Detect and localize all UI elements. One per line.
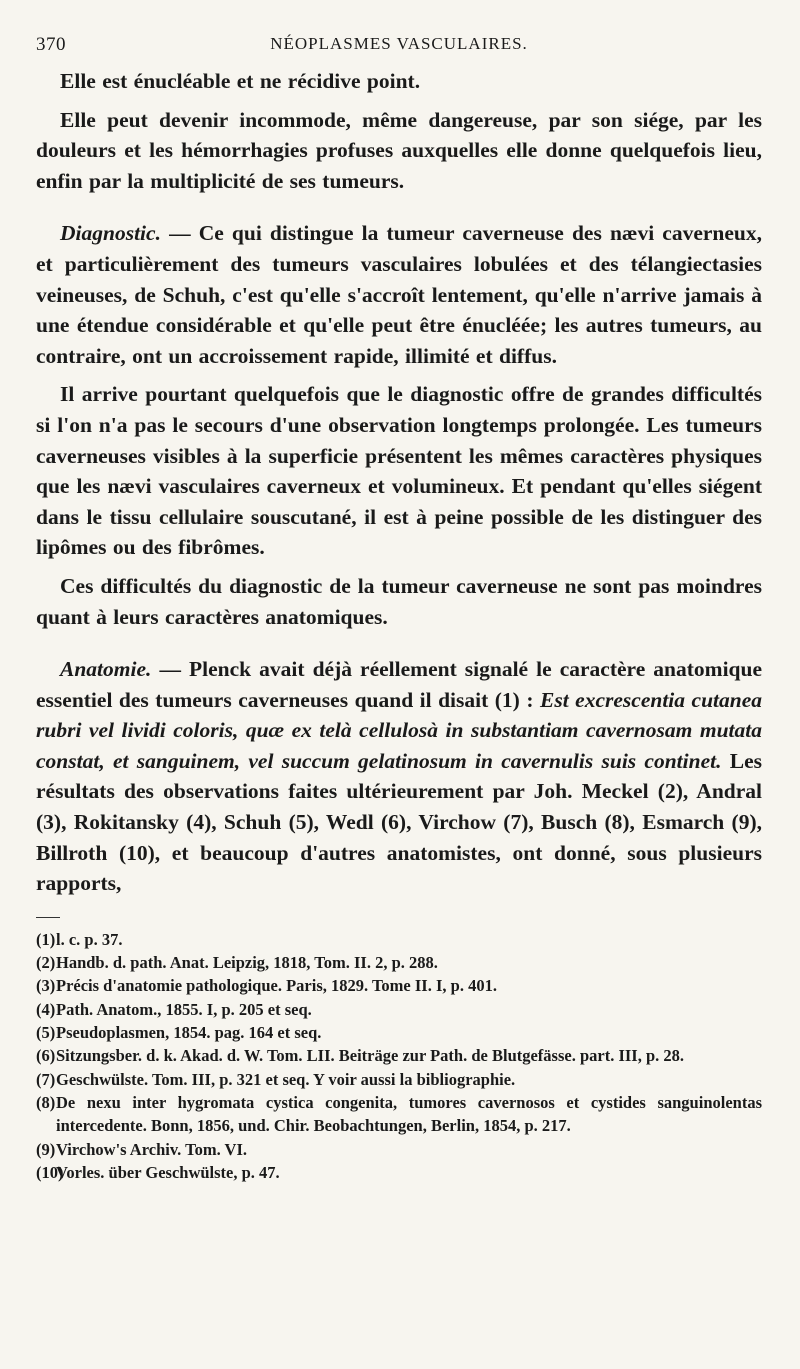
footnote-text: Pseudoplasmen, 1854. pag. 164 et seq. — [56, 1023, 322, 1043]
section-label-diagnostic: Diagnostic. — [60, 221, 161, 246]
section-label-anatomie: Anatomie. — [60, 657, 152, 682]
paragraph-diagnostic — [36, 218, 762, 371]
anatomie-text-a: — Plenck avait déjà réellement signalé le caractère anatomique essentiel des tumeurs caverneuses quand il disait (1) : — [36, 657, 762, 712]
footnote-text: Sitzungsber. d. k. Akad. d. W. Tom. LII. Beiträge zur Path. de Blutgefässe. part. III, p. 28. — [56, 1046, 685, 1066]
footnote-text: Vorles. über Geschwülste, p. 47. — [56, 1162, 280, 1182]
footnote-text: Virchow's Archiv. Tom. VI. — [56, 1139, 248, 1159]
footnote — [36, 974, 762, 997]
footnote — [36, 1091, 762, 1138]
footnote-number: (5) — [36, 1023, 56, 1043]
paragraph-anatomie — [36, 654, 762, 899]
footnote-text: Précis d'anatomie pathologique. Paris, 1829. Tome II. I, p. 401. — [56, 976, 497, 996]
footnote-text: De nexu inter hygromata cystica congenita, tumores cavernosos et cystides sanguinolentas intercedente. Bonn, 1856, und. Chir. Beobachtungen, Berlin, 1854, p. 217. — [56, 1092, 762, 1136]
paragraph-incommode: Elle peut devenir incommode, même dangereuse, par son siége, par les douleurs et les hémorrhagies profuses auxquelles elle donne quelquefois lieu, enfin par la multiplicité de ses tumeurs. — [36, 107, 762, 193]
footnote-number: (10) — [36, 1162, 64, 1182]
footnote-number: (7) — [36, 1069, 56, 1089]
footnote-text: Path. Anatom., 1855. I, p. 205 et seq. — [56, 999, 312, 1019]
footnote-separator — [36, 917, 60, 918]
footnote-number: (1) — [36, 929, 56, 949]
page-number: 370 — [36, 34, 66, 55]
anatomie-text-b: Les résultats des observations faites ultérieurement par Joh. Meckel (2), Andral (3), Rokitansky (4), Schuh (5), Wedl (6), Virchow (7), Busch (8), Esmarch (9), Billroth (10), et beaucoup d'autres anatomistes, ont donné, sous plusieurs rapports, — [36, 748, 763, 896]
footnotes — [36, 928, 762, 1184]
footnote-number: (9) — [36, 1139, 56, 1159]
footnote — [36, 1161, 762, 1184]
footnote — [36, 928, 762, 951]
footnote-text: Geschwülste. Tom. III, p. 321 et seq. Y voir aussi la bibliographie. — [56, 1069, 516, 1089]
footnote — [36, 1021, 762, 1044]
footnote-number: (2) — [36, 953, 56, 973]
footnote — [36, 1068, 762, 1091]
paragraph-anatomiques: Ces difficultés du diagnostic de la tumeur caverneuse ne sont pas moindres quant à leurs caractères anatomiques. — [36, 573, 762, 629]
running-title: NÉOPLASMES VASCULAIRES. — [270, 34, 528, 53]
diagnostic-text: — Ce qui distingue la tumeur caverneuse des nævi caverneux, et particulièrement des tumeurs vasculaires lobulées et des télangiectasies veineuses, de Schuh, c'est qu'elle s'accroît lentement, qu'elle n'arrive jamais à une étendue considérable et qu'elle peut être énucléée; les autres tumeurs, au contraire, ont un accroissement rapide, illimité et diffus. — [36, 221, 762, 368]
footnote-text: l. c. p. 37. — [56, 929, 123, 949]
page-header — [36, 30, 762, 66]
footnote — [36, 1044, 762, 1067]
main-text — [36, 66, 762, 899]
footnote — [36, 951, 762, 974]
footnote-number: (4) — [36, 999, 56, 1019]
paragraph-enucleable: Elle est énucléable et ne récidive point. — [60, 69, 421, 93]
latin-quote: Est excrescentia cutanea rubri vel lividi coloris, quæ ex telà cellulosà in substantiam cavernosam mutata constat, et sanguinem, vel succum gelatinosum in cavernulis suis continet. — [36, 687, 762, 773]
footnote-text: Handb. d. path. Anat. Leipzig, 1818, Tom. II. 2, p. 288. — [56, 953, 438, 973]
footnote-number: (6) — [36, 1046, 56, 1066]
footnote-number: (3) — [36, 976, 56, 996]
footnote — [36, 998, 762, 1021]
paragraph-difficultes: Il arrive pourtant quelquefois que le diagnostic offre de grandes difficultés si l'on n'a pas le secours d'une observation longtemps prolongée. Les tumeurs caverneuses visibles à la superficie présentent les mêmes caractères physiques que les nævi vasculaires caverneux et volumineux. Et pendant qu'elles siégent dans le tissu cellulaire souscutané, il est à peine possible de les distinguer des lipômes ou des fibrômes. — [36, 382, 762, 560]
footnote — [36, 1138, 762, 1161]
footnote-number: (8) — [36, 1092, 56, 1112]
